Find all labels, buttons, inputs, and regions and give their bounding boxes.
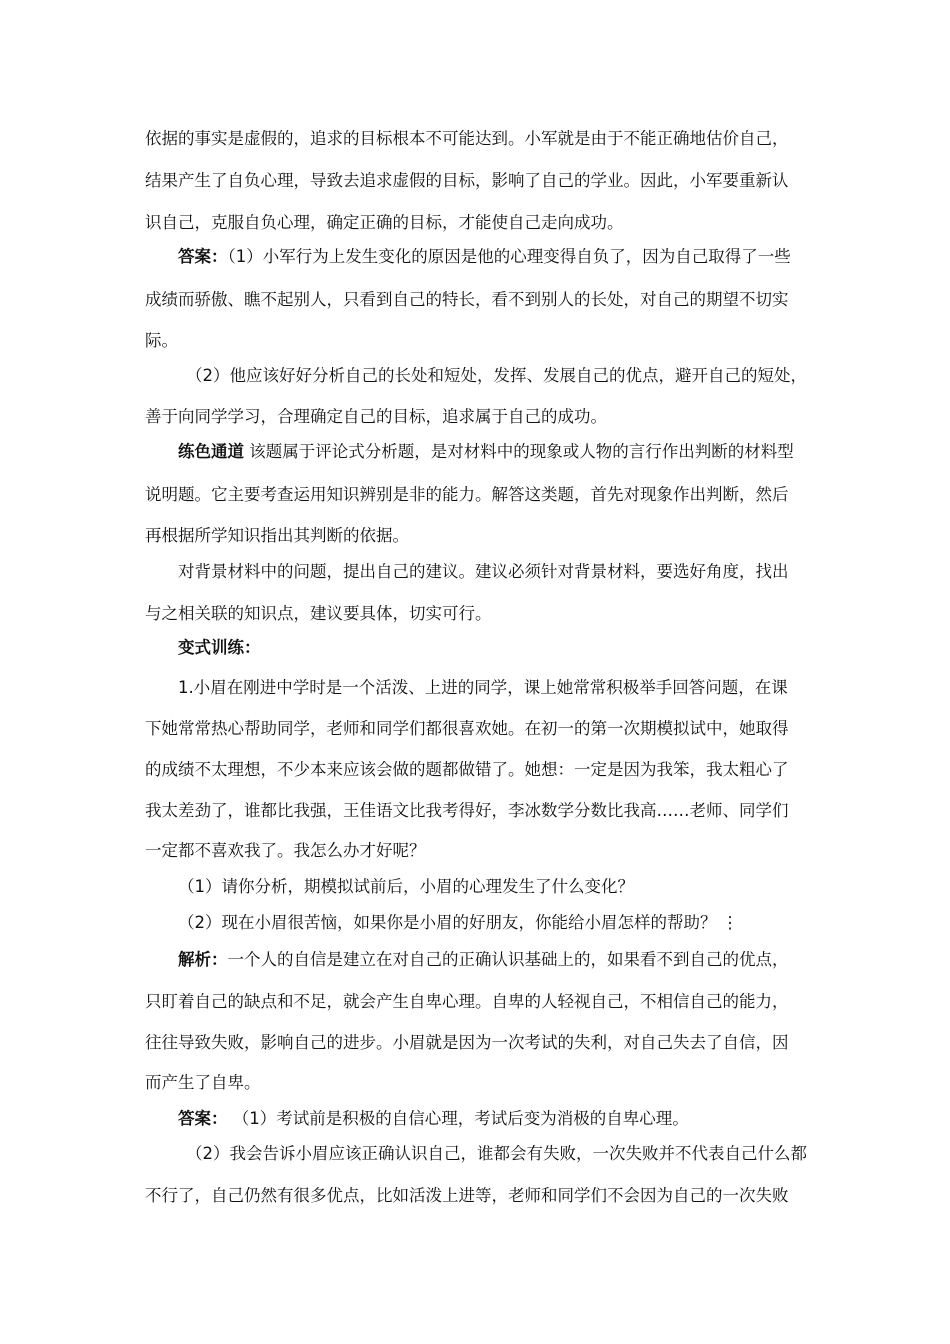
method-line: 对背景材料中的问题，提出自己的建议。建议必须针对背景材料，要选好角度，找出 xyxy=(178,562,789,581)
answer-line: （2）我会告诉小眉应该正确认识自己，谁都会有失败，一次失败并不代表自己什么都 xyxy=(186,1144,807,1163)
analysis-line: 而产生了自卑。 xyxy=(145,1073,261,1092)
analysis-text: 一个人的自信是建立在对自己的正确认识基础上的，如果看不到自己的优点， xyxy=(227,950,789,969)
analysis-line xyxy=(178,949,789,971)
paragraph-line: 结果产生了自负心理，导致去追求虚假的目标，影响了自己的学业。因此，小军要重新认 xyxy=(145,171,789,190)
answer-line xyxy=(178,1108,689,1130)
method-line: 再根据所学知识指出其判断的依据。 xyxy=(145,526,409,545)
analysis-line: 往往导致失败，影响自己的进步。小眉就是因为一次考试的失利，对自己失去了自信，因 xyxy=(145,1033,789,1052)
section-heading: 变式训练： xyxy=(178,638,261,657)
question-line: 1.小眉在刚进中学时是一个活泼、上进的同学，课上她常常积极举手回答问题，在课 xyxy=(178,678,788,697)
answer-label: 答案： xyxy=(178,1109,228,1128)
method-label: 练色通道 xyxy=(178,442,244,461)
paragraph-line: 依据的事实是虚假的，追求的目标根本不可能达到。小军就是由于不能正确地估价自己， xyxy=(145,129,789,148)
answer-text: （1）考试前是积极的自信心理，考试后变为消极的自卑心理。 xyxy=(227,1109,689,1128)
analysis-label: 解析： xyxy=(178,950,228,969)
answer-line: 不行了，自己仍然有很多优点，比如活泼上进等，老师和同学们不会因为自己的一次失败 xyxy=(145,1186,789,1205)
answer-line xyxy=(178,246,791,268)
method-line: 与之相关联的知识点，建议要具体，切实可行。 xyxy=(145,604,492,623)
question-line: 下她常常热心帮助同学，老师和同学们都很喜欢她。在初一的第一次期模拟试中，她取得 xyxy=(145,719,789,738)
question-line: 的成绩不太理想，不少本来应该会做的题都做错了。她想：一定是因为我笨，我太粗心了 xyxy=(145,760,789,779)
method-line: 说明题。它主要考查运用知识辨别是非的能力。解答这类题，首先对现象作出判断，然后 xyxy=(145,485,789,504)
answer-line: 善于向同学学习，合理确定自己的目标，追求属于自己的成功。 xyxy=(145,407,607,426)
answer-line: （2）他应该好好分析自己的长处和短处，发挥、发展自己的优点，避开自己的短处， xyxy=(186,366,807,385)
sub-question: （2）现在小眉很苦恼，如果你是小眉的好朋友，你能给小眉怎样的帮助？ ⋮ xyxy=(178,913,739,932)
answer-line: 际。 xyxy=(145,331,178,350)
analysis-line: 只盯着自己的缺点和不足，就会产生自卑心理。自卑的人轻视自己，不相信自己的能力， xyxy=(145,992,789,1011)
answer-text: （1）小军行为上发生变化的原因是他的心理变得自负了，因为自己取得了一些 xyxy=(227,247,791,266)
method-line xyxy=(178,441,794,463)
question-line: 一定都不喜欢我了。我怎么办才好呢？ xyxy=(145,841,426,860)
answer-line: 成绩而骄傲、瞧不起别人，只看到自己的特长，看不到别人的长处，对自己的期望不切实 xyxy=(145,290,789,309)
answer-label: 答案： xyxy=(178,247,228,266)
paragraph-line: 识自己，克服自负心理，确定正确的目标，才能使自己走向成功。 xyxy=(145,213,624,232)
question-line: 我太差劲了，谁都比我强，王佳语文比我考得好，李冰数学分数比我高……老师、同学们 xyxy=(145,801,789,820)
sub-question: （1）请你分析，期模拟试前后，小眉的心理发生了什么变化？ xyxy=(178,877,634,896)
method-text: 该题属于评论式分析题，是对材料中的现象或人物的言行作出判断的材料型 xyxy=(244,442,794,461)
